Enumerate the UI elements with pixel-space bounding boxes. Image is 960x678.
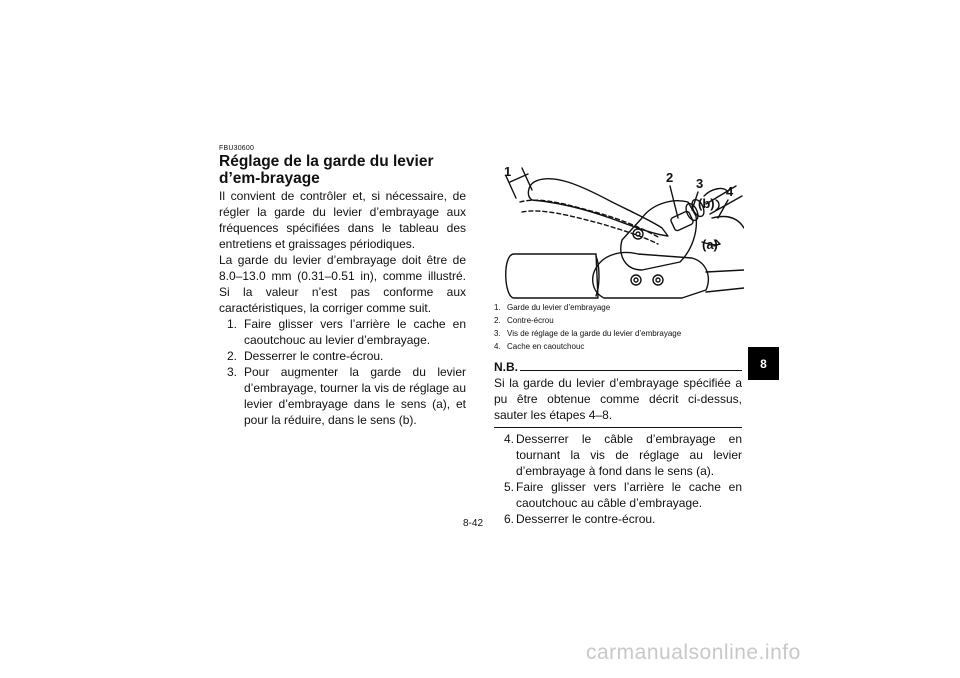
note-rule xyxy=(520,370,742,371)
body-right xyxy=(494,431,742,527)
step-text: Desserrer le contre-écrou. xyxy=(516,512,656,526)
section-title: Réglage de la garde du levier d’em-brayage xyxy=(219,153,434,187)
step-text: Faire glisser vers l’arrière le cache en caoutchouc au câble d’embrayage. xyxy=(516,480,742,510)
step-number: 5. xyxy=(504,480,515,494)
step-list xyxy=(219,316,466,428)
intro-paragraph: Il convient de contrôler et, si nécessaire, de régler la garde du levier d’embrayage aux fréquences spécifiées dans le tableau des entretiens et graissages périodiques. xyxy=(219,189,466,251)
caption-item: 1. Garde du levier d’embrayage xyxy=(494,303,611,312)
step-text: Faire glisser vers l’arrière le cache en caoutchouc au levier d’embrayage. xyxy=(244,317,466,347)
callout-label: 1 xyxy=(504,164,512,179)
step-text: Desserrer le contre-écrou. xyxy=(244,349,384,363)
list-item xyxy=(219,364,466,428)
step-text: Pour augmenter la garde du levier d’embrayage, tourner la vis de réglage au levier d’embrayage dans le sens (a), et pour la réduire, dans le sens (b). xyxy=(244,365,466,427)
figure-captions xyxy=(494,301,744,353)
note-end-rule xyxy=(494,427,742,428)
step-number: 2. xyxy=(227,349,238,363)
callout-label: 3 xyxy=(696,176,704,191)
step-text: Desserrer le câble d’embrayage en tournant la vis de réglage au levier d’embrayage à fond dans le sens (a). xyxy=(516,432,742,478)
note-label: N.B. xyxy=(494,360,518,374)
chapter-tab: 8 xyxy=(748,347,779,380)
page-number: 8-42 xyxy=(463,518,484,529)
caption-item: 4. Cache en caoutchouc xyxy=(494,342,585,351)
note-text: Si la garde du levier d’embrayage spécifiée a pu être obtenue comme décrit ci-dessus, sauter les étapes 4–8. xyxy=(494,376,742,422)
list-item xyxy=(494,431,742,479)
list-item xyxy=(219,316,466,348)
intro-paragraph: La garde du levier d’embrayage doit être de 8.0–13.0 mm (0.31–0.51 in), comme illustré. Si la valeur n’est pas conforme aux caractéristiques, la corriger comme suit. xyxy=(219,253,466,315)
step-number: 6. xyxy=(504,512,515,526)
direction-label: (b) xyxy=(698,196,715,211)
list-item xyxy=(219,348,466,364)
body-left xyxy=(219,188,466,428)
caption-item: 2. Contre-écrou xyxy=(494,316,554,325)
step-number: 3. xyxy=(227,365,238,379)
callout-label: 2 xyxy=(666,170,674,185)
doc-code: FBU30600 xyxy=(219,145,255,152)
step-number: 4. xyxy=(504,432,515,446)
callout-label: 4 xyxy=(726,184,734,199)
step-list xyxy=(494,431,742,527)
clutch-lever-illustration xyxy=(492,158,744,303)
direction-label: (a) xyxy=(702,237,718,252)
step-number: 1. xyxy=(227,317,238,331)
watermark: carmanualsonline.info xyxy=(586,641,801,664)
list-item xyxy=(494,479,742,511)
caption-item: 3. Vis de réglage de la garde du levier d’embrayage xyxy=(494,329,682,338)
note-header xyxy=(494,360,742,374)
list-item xyxy=(494,511,742,527)
note-block xyxy=(494,360,742,428)
